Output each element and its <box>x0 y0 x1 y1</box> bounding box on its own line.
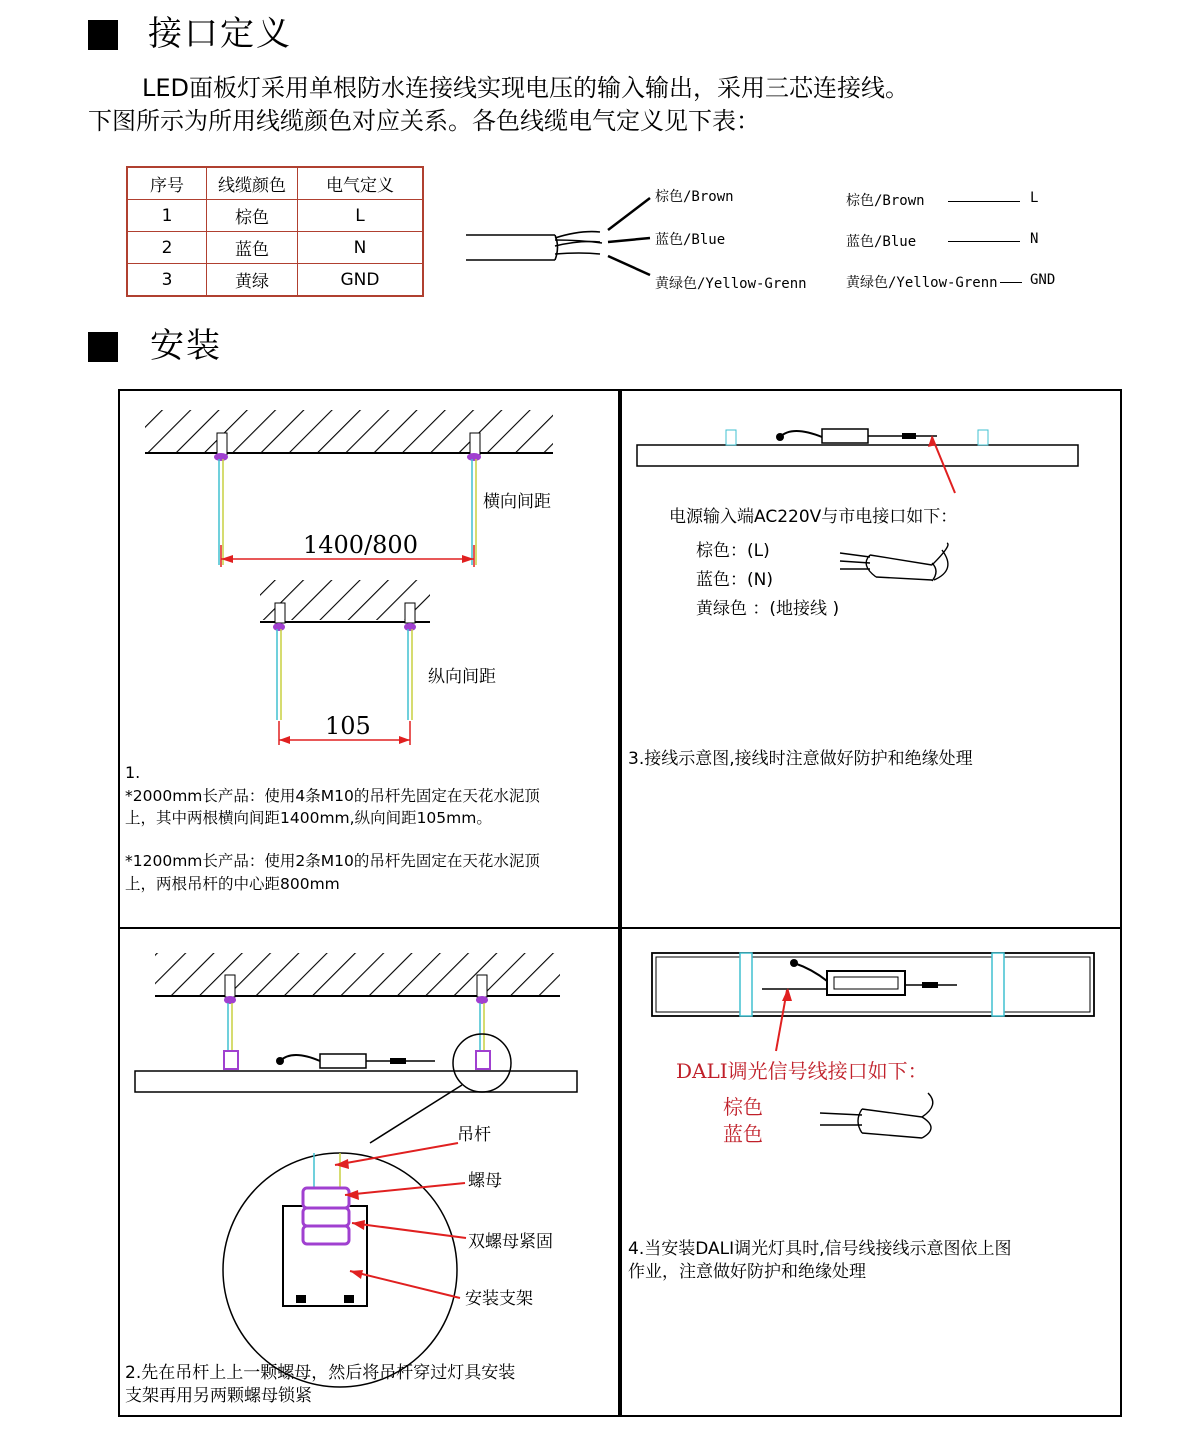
map-yg-def: GND <box>1030 272 1056 288</box>
table-cell: 3 <box>127 264 207 297</box>
table-cell: N <box>298 232 424 264</box>
table-cell: 1 <box>127 200 207 232</box>
power-brown-l: 棕色：(L) <box>696 541 770 561</box>
panel1-note1-line1: *2000mm长产品：使用4条M10的吊杆先固定在天花水泥顶 <box>125 787 540 805</box>
map-blue-def: N <box>1030 231 1039 247</box>
cable-label-blue: 蓝色/Blue <box>655 232 726 248</box>
dali-wiring-diagram <box>622 933 1120 1163</box>
dali-brown: 棕色 <box>723 1095 763 1119</box>
section-marker-icon <box>88 332 118 362</box>
power-yellow-green-ground: 黄绿色 ：(地接线 ) <box>696 599 840 619</box>
vertical-spacing-label: 纵向间距 <box>428 667 496 687</box>
power-input-title: 电源输入端AC220V与市电接口如下： <box>669 507 958 527</box>
table-cell: 蓝色 <box>207 232 298 264</box>
table-cell: 黄绿 <box>207 264 298 297</box>
horizontal-spacing-dimension: 1400/800 <box>303 531 418 559</box>
panel1-note2-line1: *1200mm长产品：使用2条M10的吊杆先固定在天花水泥顶 <box>125 852 540 870</box>
table-header: 线缆颜色 <box>207 167 298 200</box>
table-row <box>127 200 423 232</box>
dali-blue: 蓝色 <box>723 1122 763 1146</box>
intro-line-2: 下图所示为所用线缆颜色对应关系。各色线缆电气定义见下表： <box>88 107 760 135</box>
table-cell: 棕色 <box>207 200 298 232</box>
cable-definition-table <box>126 166 424 297</box>
map-yg-line <box>1000 282 1022 283</box>
panel1-note2-line2: 上，两根吊杆的中心距800mm <box>125 875 340 893</box>
ceiling-rod-spacing-diagram <box>120 395 618 755</box>
map-yg-label: 黄绿色/Yellow-Grenn <box>846 275 998 291</box>
panel1-note1-line2: 上，其中两根横向间距1400mm,纵向间距105mm。 <box>125 809 492 827</box>
section-marker-icon <box>88 20 118 50</box>
table-row <box>127 232 423 264</box>
panel4-caption-line2: 作业，注意做好防护和绝缘处理 <box>628 1262 866 1282</box>
dali-signal-title: DALI调光信号线接口如下： <box>676 1059 928 1083</box>
map-brown-line <box>948 201 1020 202</box>
map-blue-line <box>948 241 1020 242</box>
table-cell: 2 <box>127 232 207 264</box>
cable-label-brown: 棕色/Brown <box>655 189 734 205</box>
table-header-row <box>127 167 423 200</box>
panel3-caption-line2: 支架再用另两颗螺母锁紧 <box>125 1386 312 1406</box>
callout-rod: 吊杆 <box>457 1125 491 1145</box>
callout-bracket: 安装支架 <box>465 1289 533 1309</box>
horizontal-spacing-label: 横向间距 <box>483 492 551 512</box>
table-row <box>127 264 423 297</box>
section-title-install: 安装 <box>150 326 222 366</box>
table-header: 序号 <box>127 167 207 200</box>
map-blue-label: 蓝色/Blue <box>846 234 917 250</box>
callout-nut: 螺母 <box>468 1171 502 1191</box>
panel3-caption-line1: 2.先在吊杆上上一颗螺母，然后将吊杆穿过灯具安装 <box>125 1363 516 1383</box>
rod-nut-bracket-diagram <box>120 933 618 1353</box>
map-brown-def: L <box>1030 190 1039 206</box>
panel4-caption-line1: 4.当安装DALI调光灯具时,信号线接线示意图依上图 <box>628 1239 1012 1259</box>
table-cell: GND <box>298 264 424 297</box>
section-title-interface: 接口定义 <box>148 14 292 54</box>
vertical-spacing-dimension: 105 <box>325 712 371 740</box>
table-header: 电气定义 <box>298 167 424 200</box>
callout-double-nut: 双螺母紧固 <box>468 1232 553 1252</box>
cable-label-yellow-green: 黄绿色/Yellow-Grenn <box>655 276 807 292</box>
panel2-caption: 3.接线示意图,接线时注意做好防护和绝缘处理 <box>628 749 973 769</box>
power-blue-n: 蓝色：(N) <box>696 570 773 590</box>
table-cell: L <box>298 200 424 232</box>
map-brown-label: 棕色/Brown <box>846 193 925 209</box>
intro-line-1: LED面板灯采用单根防水连接线实现电压的输入输出，采用三芯连接线。 <box>142 74 910 102</box>
panel1-step-number: 1. <box>125 763 141 782</box>
three-core-cable-drawing <box>460 180 660 280</box>
